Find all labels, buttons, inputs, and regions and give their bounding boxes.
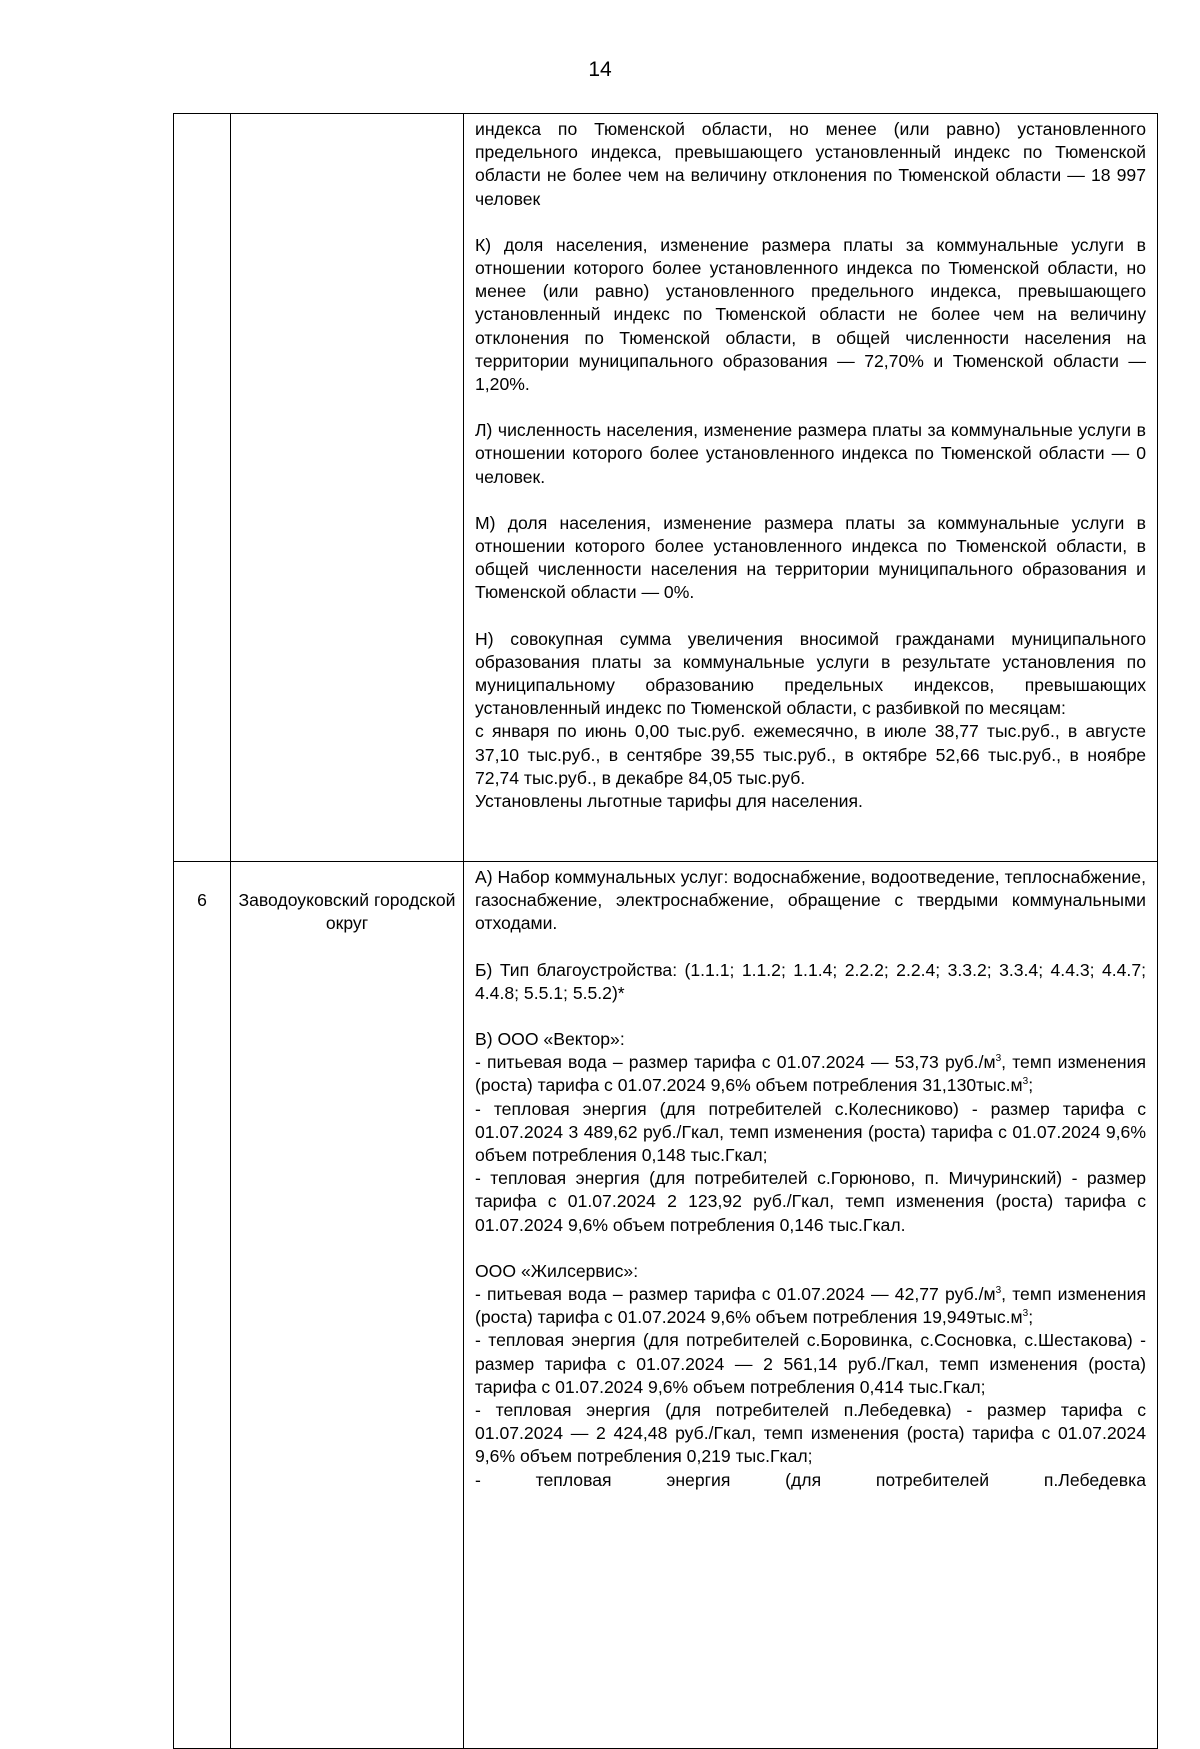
page-number: 14: [588, 58, 612, 81]
paragraph-l: Л) численность населения, изменение размера платы за коммунальные услуги в отношении которого более установленного индекса по Тюменской области — 0 человек.: [475, 420, 1146, 487]
paragraph-g-heat-1: - тепловая энергия (для потребителей с.Боровинка, с.Сосновка, с.Шестакова) - размер тарифа с 01.07.2024 — 2 561,14 руб./Гкал, темп изменения (роста) тарифа с 01.07.2024 9,6% объем потребления 0,414 тыс.Гкал;: [475, 1330, 1146, 1397]
municipality-cell: Заводоуковский городской округ: [231, 862, 464, 1749]
municipality-cell: [231, 114, 464, 862]
paragraph-m: М) доля населения, изменение размера платы за коммунальные услуги в отношении которого более установленного индекса по Тюменской области, в общей численности населения на территории муниципального образования и Тюменской области — 0%.: [475, 512, 1146, 603]
table-row: [174, 862, 1158, 1749]
paragraph-a: А) Набор коммунальных услуг: водоснабжение, водоотведение, теплоснабжение, газоснабжение, электроснабжение, обращение с твердыми коммунальными отходами.: [475, 867, 1146, 934]
description-cell: [464, 114, 1158, 862]
paragraph-g-water: - питьевая вода – размер тарифа с 01.07.2024 — 42,77 $руб./м^3$, темп изменения (роста) тарифа с 01.07.2024 9,6% объем потребления $19,949тыс.м^3$;: [475, 1284, 1147, 1328]
table-row: [174, 114, 1158, 862]
description-cell: [464, 862, 1158, 1749]
paragraph-g-heat-3: - тепловая энергия (для потребителей п.Лебедевка: [475, 1469, 1146, 1490]
paragraph-n-months: с января по июнь 0,00 тыс.руб. ежемесячно, в июле 38,77 тыс.руб., в августе 37,10 тыс.руб., в сентябре 39,55 тыс.руб., в октябре 52,66 тыс.руб., в ноябре 72,74 тыс.руб., в декабре 84,05 тыс.руб.: [475, 721, 1146, 788]
paragraph-k: К) доля населения, изменение размера платы за коммунальные услуги в отношении которого более установленного индекса по Тюменской области, но менее (или равно) установленного предельного индекса, превышающего установленный индекс по Тюменской области не более чем на величину отклонения по Тюменской области, в общей численности населения на территории муниципального образования — 72,70% и Тюменской области — 1,20%.: [475, 234, 1146, 395]
paragraph-v-heat-2: - тепловая энергия (для потребителей с.Горюново, п. Мичуринский) - размер тарифа с 01.07.2024 2 123,92 руб./Гкал, темп изменения (роста) тарифа с 01.07.2024 9,6% объем потребления 0,146 тыс.Гкал.: [475, 1168, 1146, 1235]
tariff-table: [173, 113, 1158, 1749]
paragraph-g-title: ООО «Жилсервис»:: [475, 1260, 639, 1281]
row-number-cell: 6: [174, 862, 231, 1749]
paragraph-b: Б) Тип благоустройства: (1.1.1; 1.1.2; 1.1.4; 2.2.2; 2.2.4; 3.3.2; 3.3.4; 4.4.3; 4.4.7; 4.4.8; 5.5.1; 5.5.2)*: [475, 959, 1146, 1003]
paragraph-g-heat-2: - тепловая энергия (для потребителей п.Лебедевка) - размер тарифа с 01.07.2024 — 2 424,48 руб./Гкал, темп изменения (роста) тарифа с 01.07.2024 9,6% объем потребления 0,219 тыс.Гкал;: [475, 1400, 1146, 1467]
paragraph-benefit-tariffs: Установлены льготные тарифы для населения.: [475, 791, 863, 812]
paragraph-v-water: - питьевая вода – размер тарифа с 01.07.2024 — 53,73 $руб./м^3$, темп изменения (роста) тарифа с 01.07.2024 9,6% объем потребления $31,130тыс.м^3$;: [475, 1052, 1147, 1096]
paragraph-v-title: В) ООО «Вектор»:: [475, 1029, 625, 1050]
row-number-cell: [174, 114, 231, 862]
paragraph-continuation: индекса по Тюменской области, но менее (или равно) установленного предельного индекса, превышающего установленный индекс по Тюменской области не более чем на величину отклонения по Тюменской области — 18 997 человек: [475, 119, 1146, 209]
paragraph-v-heat-1: - тепловая энергия (для потребителей с.Колесниково) - размер тарифа с 01.07.2024 3 489,62 руб./Гкал, темп изменения (роста) тарифа с 01.07.2024 9,6% объем потребления 0,148 тыс.Гкал;: [475, 1098, 1146, 1166]
paragraph-n: Н) совокупная сумма увеличения вносимой гражданами муниципального образования платы за коммунальные услуги в результате установления по муниципальному образованию предельных индексов, превышающих установленный индекс по Тюменской области, с разбивкой по месяцам:: [475, 628, 1146, 719]
